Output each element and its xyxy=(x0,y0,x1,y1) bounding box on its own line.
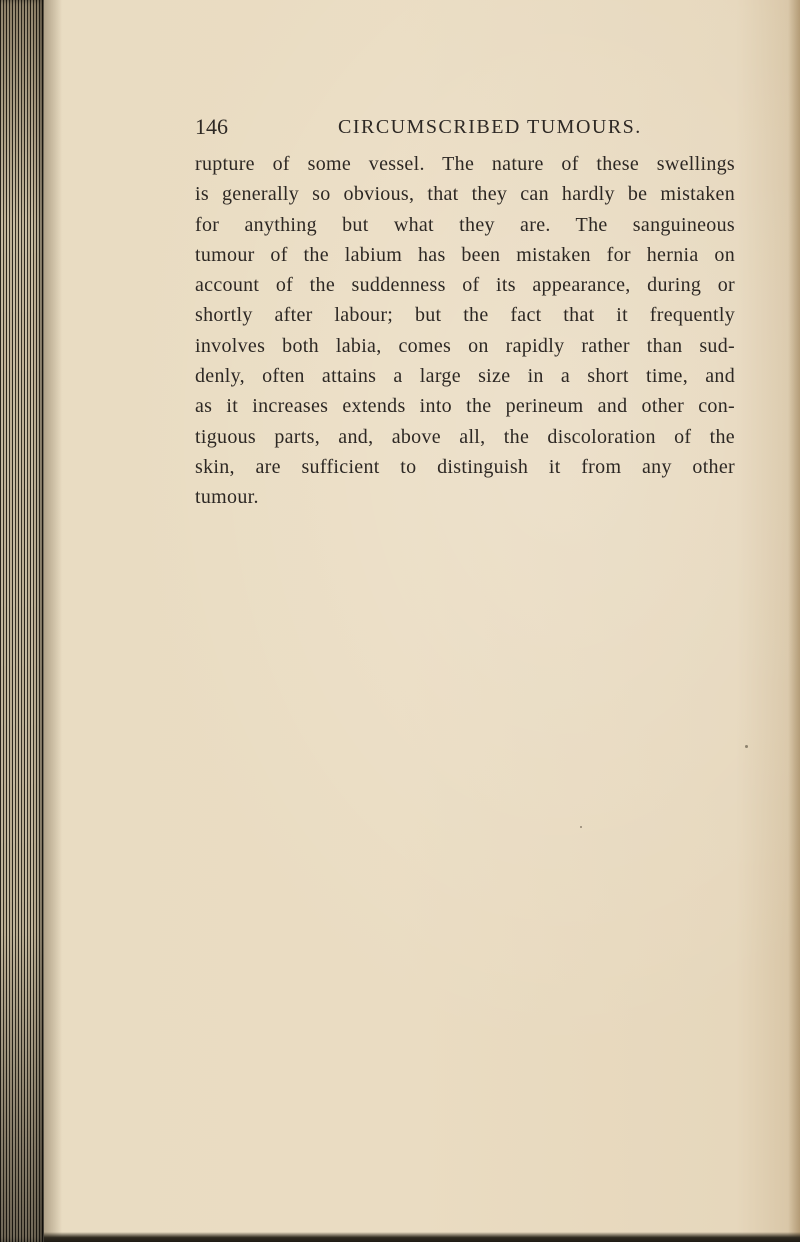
text-line-3: for anything but what they are. The sanguineous xyxy=(195,213,735,236)
text-line-1: rupture of some vessel. The nature of these swellings xyxy=(195,153,735,175)
body-text xyxy=(195,149,735,513)
text-line-12: tumour. xyxy=(195,486,259,509)
running-head: CIRCUMSCRIBED TUMOURS. xyxy=(338,116,642,138)
text-line-5: account of the suddenness of its appearance, during or xyxy=(195,274,735,297)
book-page-edges xyxy=(0,0,44,1242)
text-line-2: is generally so obvious, that they can hardly be mistaken xyxy=(195,183,735,206)
text-line-10: tiguous parts, and, above all, the discoloration of the xyxy=(195,425,735,448)
gutter-shadow xyxy=(44,0,62,1242)
paper-speck xyxy=(580,826,582,828)
text-line-4: tumour of the labium has been mistaken for hernia on xyxy=(195,243,735,266)
paper-speck xyxy=(745,745,748,748)
page-header xyxy=(195,112,642,142)
page-number: 146 xyxy=(195,114,228,139)
page-bottom-edge xyxy=(44,1232,800,1242)
text-line-6: shortly after labour; but the fact that it frequently xyxy=(195,304,735,327)
page-right-shadow xyxy=(788,0,800,1242)
text-line-9: as it increases extends into the perineum and other con- xyxy=(195,395,735,418)
text-line-11: skin, are sufficient to distinguish it from any other xyxy=(195,455,735,478)
text-line-7: involves both labia, comes on rapidly rather than sud- xyxy=(195,334,735,357)
text-line-8: denly, often attains a large size in a short time, and xyxy=(195,365,735,388)
